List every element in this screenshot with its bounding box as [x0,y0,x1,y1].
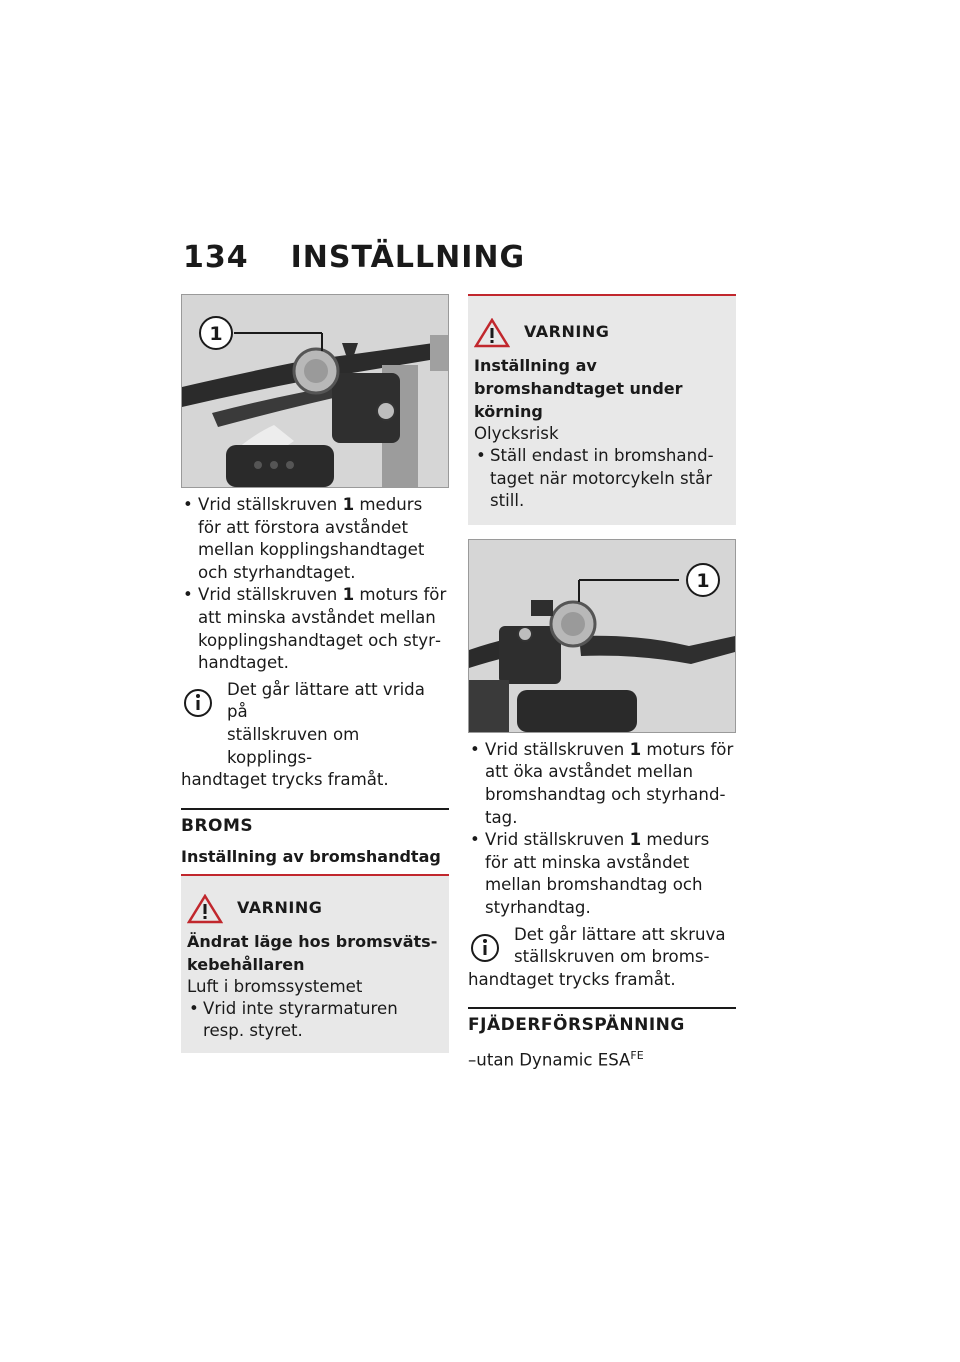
clutch-adjust-steps [181,494,449,675]
right-column [468,294,736,1072]
page-number: 134 [183,240,249,275]
warning-item: • Vrid inte styrarmaturen resp. styret. [187,998,441,1043]
warning-title: Inställning av bromshandtaget under körning [474,356,683,421]
tip-note: Det går lättare att skruva ställskruven om broms- handtaget trycks framåt. [468,924,726,989]
section-title-broms: BROMS [181,815,254,836]
brake-lever-figure [468,539,736,733]
warning-title: Ändrat läge hos bromsvätskebehållaren [187,931,438,974]
info-hint-icon [183,685,213,721]
figure-callout-1: 1 [696,569,710,592]
warning-label: VARNING [237,897,323,917]
warning-risk: Olycksrisk [474,424,559,443]
chapter-title: INSTÄLLNING [290,240,526,275]
tip-note: Det går lättare att vrida på ställskruven om kopplings- handtaget trycks framåt. [181,679,425,790]
warning-box [468,296,736,525]
warning-triangle-icon [474,318,510,348]
brake-adjust-steps [468,739,736,920]
warning-label: VARNING [524,322,610,341]
warning-box [181,876,449,1053]
step-item: • Vrid ställskruven 1 moturs för att minska avståndet mellan kopplingshandtaget och styrhandtaget. [181,584,449,674]
step-item: • Vrid ställskruven 1 medurs för att förstora avståndet mellan kopplingshandtaget och styrhandtaget. [181,494,449,584]
clutch-lever-figure [181,294,449,488]
step-item: • Vrid ställskruven 1 medurs för att minska avståndet mellan bromshandtag och styrhandtag. [468,829,736,919]
section-rule [468,1007,736,1009]
clutch-lever-illustration [182,295,448,487]
info-hint-icon [470,930,500,966]
step-item: • Vrid ställskruven 1 moturs för att öka avståndet mellan bromshandtag och styrhandtag. [468,739,736,829]
brake-lever-illustration [469,540,735,732]
warning-item: • Ställ endast in bromshandtaget när motorcykeln står still. [474,445,728,513]
condition-note: –utan Dynamic $ESA^{FE}$ [468,1049,644,1070]
subsection-title: Inställning av bromshandtag [181,846,441,866]
warning-risk: Luft i bromssystemet [187,976,363,996]
left-column [181,294,449,1053]
page-header [183,240,525,275]
warning-triangle-icon [187,894,223,924]
section-rule [181,808,449,810]
section-title-fjaderforspanning: FJÄDERFÖRSPÄNNING [468,1015,685,1036]
figure-callout-1: 1 [209,323,223,345]
